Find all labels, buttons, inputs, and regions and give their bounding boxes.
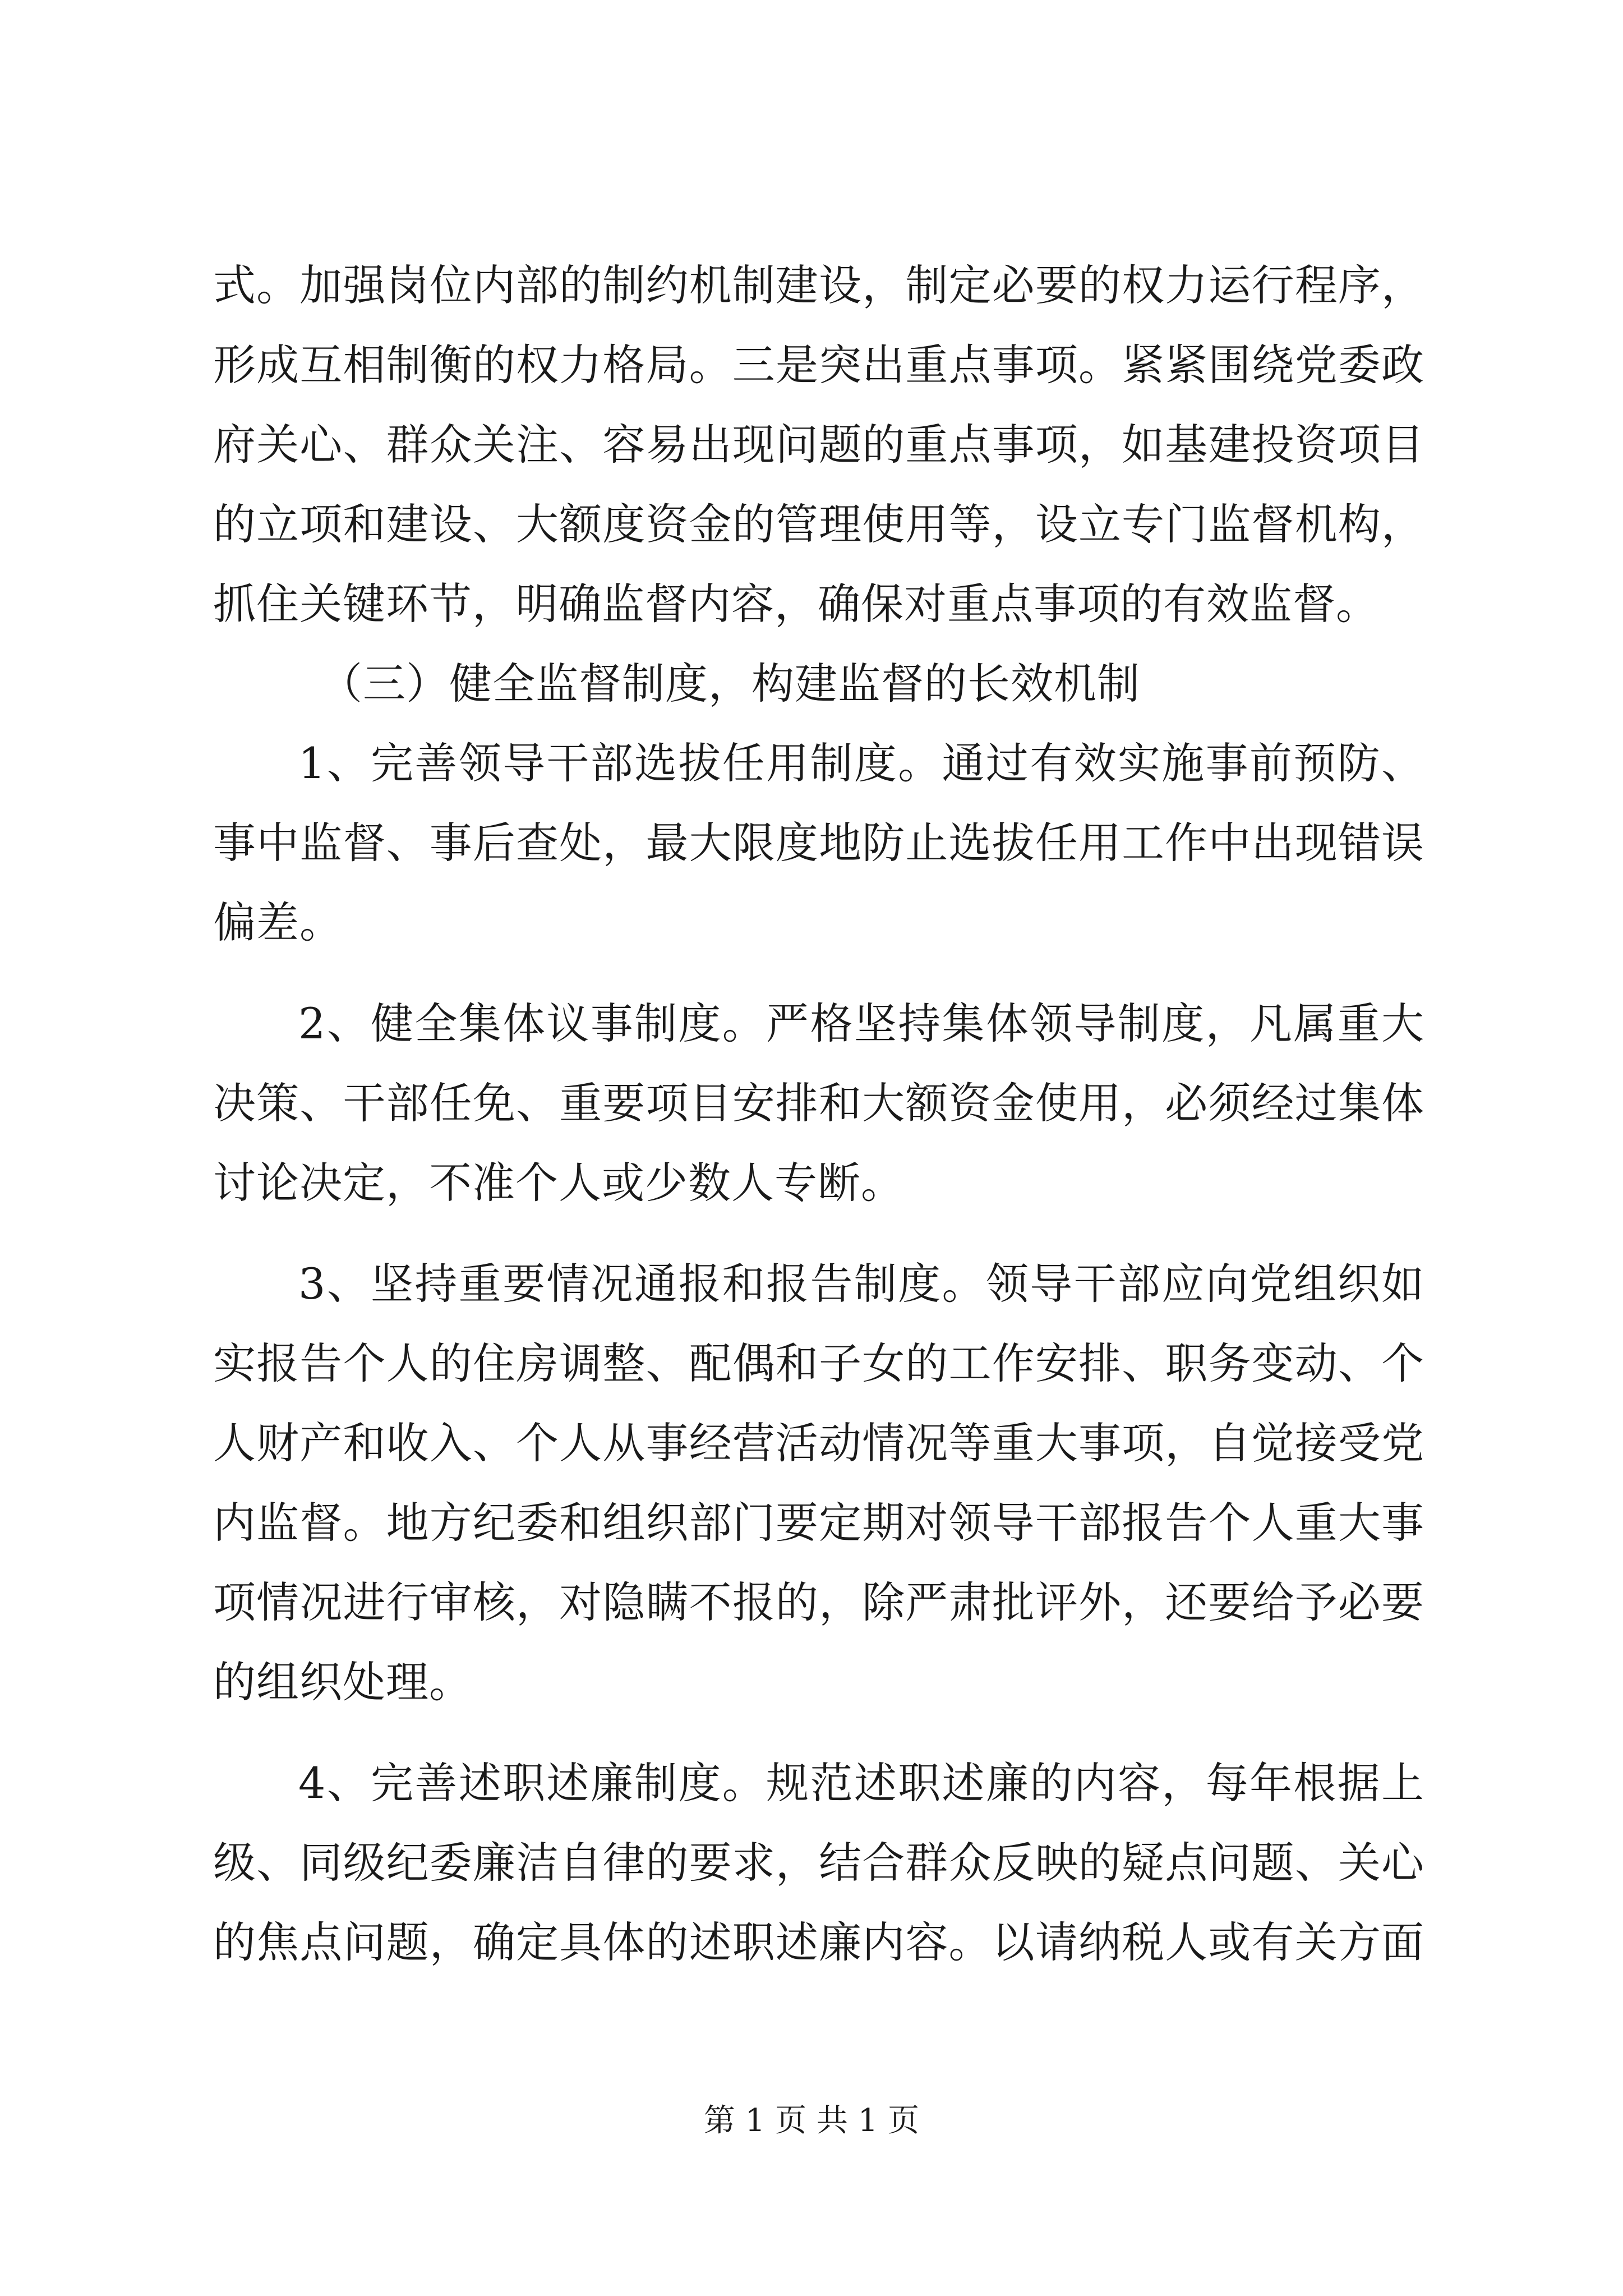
text-line: 偏差。 xyxy=(213,898,343,947)
text-line: 的组织处理。 xyxy=(213,1657,472,1707)
text-line: 1、完善领导干部选拔任用制度。通过有效实施事前预防、 xyxy=(298,738,1424,788)
text-line: 人财产和收入、个人从事经营活动情况等重大事项，自觉接受党 xyxy=(213,1418,1424,1468)
text-line: 事中监督、事后查处，最大限度地防止选拔任用工作中出现错误 xyxy=(213,818,1424,868)
document-body xyxy=(213,246,1424,1982)
text-line: 实报告个人的住房调整、配偶和子女的工作安排、职务变动、个 xyxy=(213,1338,1424,1388)
text-line: 抓住关键环节，明确监督内容，确保对重点事项的有效监督。 xyxy=(213,579,1379,629)
text-line: 级、同级纪委廉洁自律的要求，结合群众反映的疑点问题、关心 xyxy=(213,1838,1424,1888)
page-number-footer: 第 1 页 共 1 页 xyxy=(703,2102,920,2139)
text-line: 府关心、群众关注、容易出现问题的重点事项，如基建投资项目 xyxy=(213,420,1424,470)
text-line: 3、坚持重要情况通报和报告制度。领导干部应向党组织如 xyxy=(298,1259,1424,1309)
text-line: 的焦点问题，确定具体的述职述廉内容。以请纳税人或有关方面 xyxy=(213,1917,1424,1967)
section-heading: （三）健全监督制度，构建监督的长效机制 xyxy=(320,659,1140,708)
text-line: 4、完善述职述廉制度。规范述职述廉的内容，每年根据上 xyxy=(298,1758,1424,1808)
text-line: 2、健全集体议事制度。严格坚持集体领导制度，凡属重大 xyxy=(298,999,1424,1048)
text-line: 形成互相制衡的权力格局。三是突出重点事项。紧紧围绕党委政 xyxy=(213,340,1424,390)
text-line: 的立项和建设、大额度资金的管理使用等，设立专门监督机构， xyxy=(213,499,1424,549)
text-line: 讨论决定，不准个人或少数人专断。 xyxy=(213,1158,904,1208)
text-line: 式。加强岗位内部的制约机制建设，制定必要的权力运行程序， xyxy=(213,260,1424,310)
text-line: 项情况进行审核，对隐瞒不报的，除严肃批评外，还要给予必要 xyxy=(213,1577,1424,1627)
text-line: 内监督。地方纪委和组织部门要定期对领导干部报告个人重大事 xyxy=(213,1498,1424,1548)
text-line: 决策、干部任免、重要项目安排和大额资金使用，必须经过集体 xyxy=(213,1078,1424,1128)
